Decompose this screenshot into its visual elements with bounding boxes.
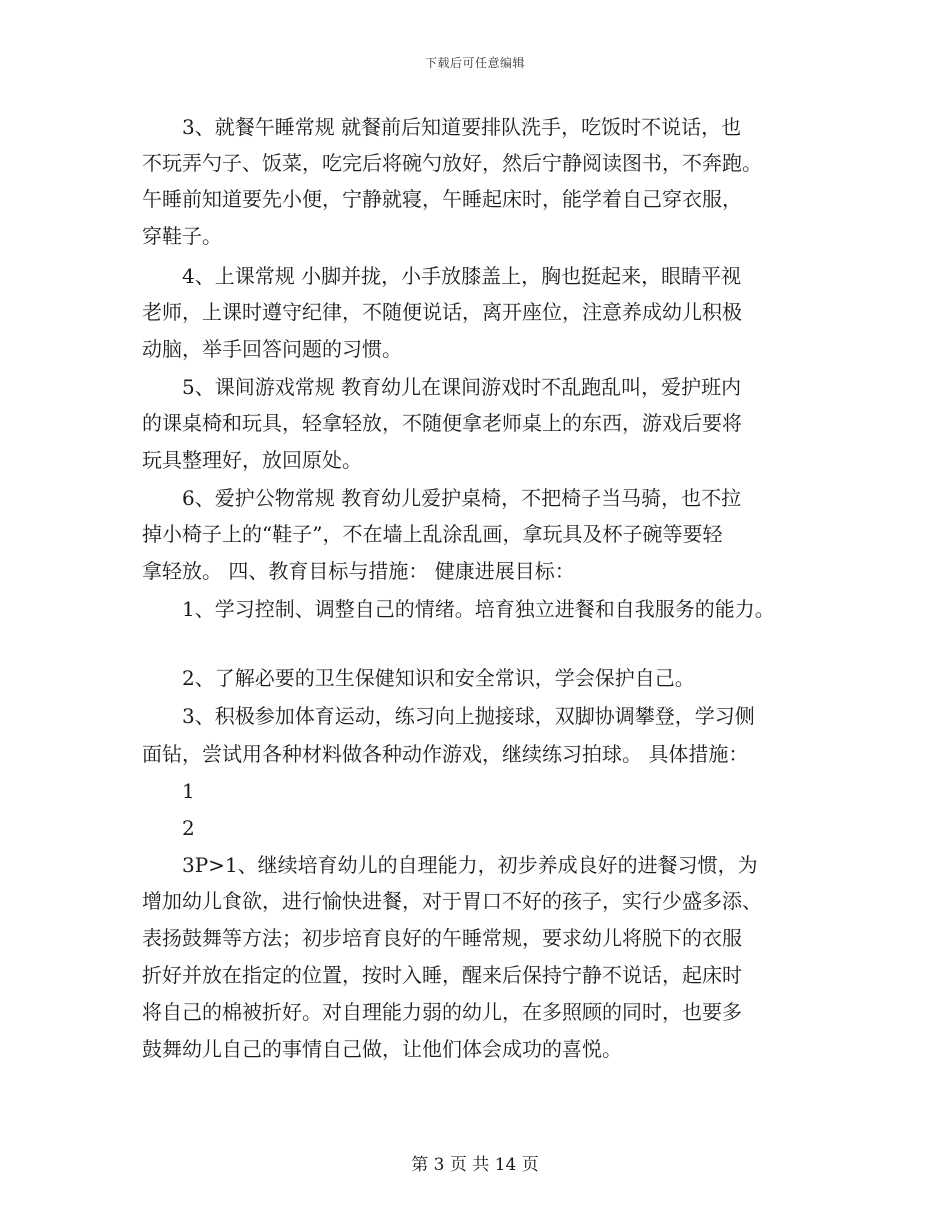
body-line: 2 <box>142 816 195 840</box>
body-line: 3、就餐午睡常规 就餐前后知道要排队洗手，吃饭时不说话，也 <box>142 115 742 139</box>
page-header: 下载后可任意编辑 <box>424 56 525 70</box>
body-line: 动脑，举手回答问题的习惯。 <box>142 337 402 361</box>
body-line: 的课桌椅和玩具，轻拿轻放，不随便拿老师桌上的东西，游戏后要将 <box>142 411 742 435</box>
page-footer: 第 3 页 共 14 页 <box>411 1155 539 1175</box>
body-line: 5、课间游戏常规 教育幼儿在课间游戏时不乱跑乱叫，爱护班内 <box>142 375 742 399</box>
body-line: 2、了解必要的卫生保健知识和安全常识，学会保护自己。 <box>142 666 695 690</box>
body-line: 3P>1、继续培育幼儿的自理能力，初步养成良好的进餐习惯，为 <box>142 853 758 877</box>
body-line: 鼓舞幼儿自己的事情自己做，让他们体会成功的喜悦。 <box>142 1037 622 1061</box>
body-line: 面钻，尝试用各种材料做各种动作游戏，继续练习拍球。 具体措施： <box>142 742 749 766</box>
body-line: 玩具整理好，放回原处。 <box>142 448 362 472</box>
body-line: 不玩弄勺子、饭菜，吃完后将碗勺放好，然后宁静阅读图书，不奔跑。 <box>142 151 762 175</box>
body-line: 午睡前知道要先小便，宁静就寝，午睡起床时，能学着自己穿衣服， <box>142 187 742 211</box>
body-line: 1 <box>142 779 195 803</box>
body-line: 拿轻放。 四、教育目标与措施： 健康进展目标： <box>142 559 575 583</box>
body-line: 穿鞋子。 <box>142 224 222 248</box>
body-line: 掉小椅子上的“鞋子”，不在墙上乱涂乱画，拿玩具及杯子碗等要轻 <box>142 522 723 546</box>
body-line: 将自己的棉被折好。对自理能力弱的幼儿，在多照顾的同时，也要多 <box>142 1000 742 1024</box>
body-line: 3、积极参加体育运动，练习向上抛接球，双脚协调攀登，学习侧 <box>142 704 755 728</box>
body-line: 4、上课常规 小脚并拢，小手放膝盖上，胸也挺起来，眼睛平视 <box>142 264 742 288</box>
body-line: 表扬鼓舞等方法；初步培育良好的午睡常规，要求幼儿将脱下的衣服 <box>142 926 742 950</box>
body-line: 1、学习控制、调整自己的情绪。培育独立进餐和自我服务的能力。 <box>142 597 775 621</box>
body-line: 6、爱护公物常规 教育幼儿爱护桌椅，不把椅子当马骑，也不拉 <box>142 486 742 510</box>
body-line: 老师，上课时遵守纪律，不随便说话，离开座位，注意养成幼儿积极 <box>142 300 742 324</box>
body-line: 增加幼儿食欲，进行愉快进餐，对于胃口不好的孩子，实行少盛多添、 <box>142 889 762 913</box>
body-line: 折好并放在指定的位置，按时入睡，醒来后保持宁静不说话，起床时 <box>142 963 742 987</box>
